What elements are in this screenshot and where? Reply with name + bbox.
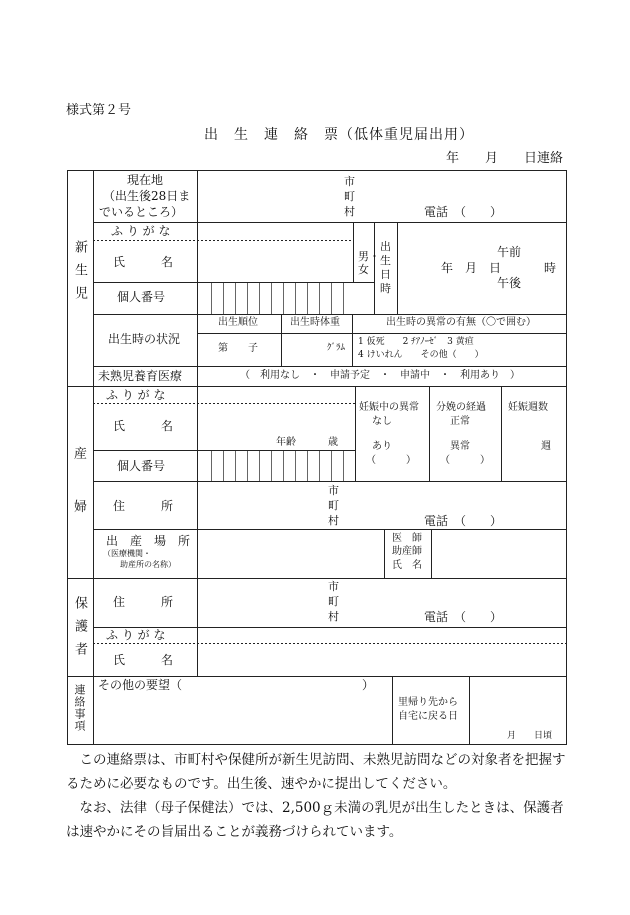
midwife-label: 助産師 [392, 546, 422, 557]
doctor-label: 医 師 [392, 533, 422, 544]
birth-order-value: 第 子 [218, 343, 258, 354]
pregnancy-paren: （ ） [366, 455, 416, 466]
guardian-furigana-label: ふ り が な [106, 628, 166, 642]
delivery-course-label: 分娩の経過 [436, 402, 486, 413]
location-label: 現在地 [127, 173, 164, 187]
guardian-address-label: 住 所 [113, 595, 174, 609]
gestation-weeks-label: 妊娠週数 [508, 402, 548, 413]
birth-order-label: 出生順位 [218, 317, 258, 328]
gram-unit: ｸﾞﾗﾑ [327, 343, 346, 353]
guardian-village: 村 [328, 610, 339, 623]
abnormality-options-2: 4 けいれん その他（ ） [358, 350, 484, 360]
ymd-label: 年 月 日 [441, 261, 502, 275]
birthplace-label: 出 産 場 所 [106, 534, 191, 548]
mother-town: 町 [328, 499, 339, 512]
age-unit: 歳 [328, 437, 338, 448]
id-number-label: 個人番号 [117, 290, 166, 304]
page-title: 出 生 連 絡 票（低体重児届出用） [204, 127, 474, 143]
location-label-3: でいるところ） [99, 205, 184, 219]
mother-city: 市 [328, 484, 339, 497]
note-paragraph-1: この連絡票は、市町村や保健所が新生児訪問、未熟児訪問などの対象者を把握するために必要なものです。出生後、速やかに提出してください。 [66, 752, 566, 792]
sex-select[interactable]: 男・女 [358, 250, 380, 276]
town-label: 町 [344, 190, 355, 203]
date-line: 年 月 日連絡 [446, 151, 564, 166]
birth-weight-label: 出生時体重 [290, 317, 340, 328]
return-home-label-1: 里帰り先から [398, 697, 458, 708]
pregnancy-abnormality-label: 妊娠中の異常 [359, 402, 419, 413]
city-label: 市 [344, 175, 355, 188]
pregnancy-none: なし [372, 416, 392, 427]
doctor-name-label: 氏 名 [392, 560, 422, 571]
return-date: 月 日頃 [507, 731, 553, 741]
am-label: 午前 [497, 245, 522, 259]
premature-care-label: 未熟児養育医療 [98, 369, 183, 383]
section-mother-1: 産 [74, 447, 88, 462]
birthplace-sub-1: （医療機関・ [103, 549, 151, 558]
section-guardian: 保護者 [72, 596, 87, 665]
delivery-abnormal: 異常 [450, 441, 470, 452]
furigana-label: ふ り が な [111, 224, 171, 238]
mother-name-label: 氏 名 [113, 419, 174, 433]
pm-label: 午後 [497, 276, 522, 290]
premature-care-options[interactable]: （ 利用なし ・ 申請予定 ・ 申請中 ・ 利用あり ） [240, 370, 520, 381]
mother-address-label: 住 所 [113, 499, 174, 513]
guardian-phone-label: 電話 （ ） [424, 610, 503, 624]
guardian-name-label: 氏 名 [113, 653, 174, 667]
phone-label: 電話 （ ） [424, 205, 503, 219]
birthplace-sub-2: 助産所の名称） [120, 560, 176, 569]
abnormality-label: 出生時の異常の有無（〇で囲む） [386, 317, 536, 328]
note-paragraph-2: なお、法律（母子保健法）では、2,500ｇ未満の乳児が出生したときは、保護者は速やかにその旨届出ることが義務づけられています。 [66, 800, 564, 840]
section-contact: 連絡事項 [73, 684, 86, 732]
delivery-paren: （ ） [440, 455, 490, 466]
form-number: 様式第２号 [66, 103, 132, 118]
abnormality-options-1: 1 仮死 2 ﾁｱﾉｰｾﾞ 3 黄疸 [358, 337, 474, 347]
return-home-label-2: 自宅に戻る日 [398, 711, 458, 722]
delivery-normal: 正常 [450, 416, 470, 427]
age-label: 年齢 [276, 437, 296, 448]
birth-datetime-label: 出生日時 [380, 240, 391, 295]
village-label: 村 [344, 205, 355, 218]
section-newborn: 新生児 [72, 240, 87, 309]
mother-phone-label: 電話 （ ） [424, 514, 503, 528]
weeks-unit: 週 [541, 441, 551, 452]
birth-status-label: 出生時の状況 [108, 332, 181, 346]
guardian-town: 町 [328, 595, 339, 608]
hour-label: 時 [544, 261, 557, 275]
guardian-city: 市 [328, 580, 339, 593]
location-label-2: （出生後28日ま [103, 189, 191, 203]
pregnancy-present: あり [372, 441, 392, 452]
mother-furigana-label: ふ り が な [106, 388, 166, 402]
name-label: 氏 名 [113, 255, 174, 269]
mother-id-label: 個人番号 [117, 459, 166, 473]
mother-village: 村 [328, 514, 339, 527]
other-requests-close: ） [362, 678, 375, 692]
section-mother-2: 婦 [74, 500, 88, 515]
other-requests-label: その他の要望（ [98, 678, 183, 692]
footer-notes [66, 748, 566, 844]
